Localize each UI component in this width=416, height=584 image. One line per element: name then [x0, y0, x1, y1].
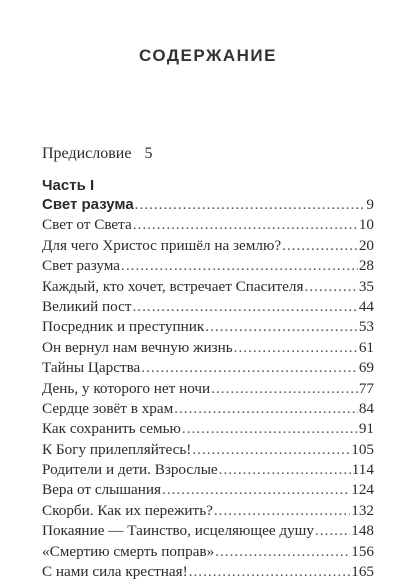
toc-entry[interactable] — [42, 480, 374, 500]
toc-entry[interactable] — [42, 440, 374, 460]
entry-title: «Смертию смерть поправ» — [42, 542, 215, 560]
leader-dots — [189, 562, 351, 582]
entry-page: 114 — [351, 461, 374, 479]
entry-title: Сердце зовёт в храм — [42, 399, 174, 417]
part-heading: Часть I — [42, 177, 95, 194]
toc-entry[interactable] — [42, 358, 374, 378]
toc-entry[interactable] — [42, 256, 374, 276]
entry-page: 91 — [358, 420, 374, 438]
toc-entry-section[interactable] — [42, 195, 374, 215]
entry-page: 156 — [351, 542, 374, 560]
toc-list — [42, 195, 374, 582]
entry-title: Как сохранить семью — [42, 420, 181, 438]
leader-dots — [315, 521, 350, 541]
leader-dots — [121, 256, 358, 276]
entry-page: 132 — [351, 501, 374, 519]
entry-page: 28 — [358, 257, 374, 275]
entry-page: 35 — [358, 277, 374, 295]
entry-title: Покаяние — Таинство, исцеляющее душу — [42, 522, 314, 540]
entry-page: 165 — [351, 563, 374, 581]
entry-page: 105 — [351, 440, 374, 458]
entry-title: К Богу прилепляйтесь! — [42, 440, 192, 458]
leader-dots — [182, 419, 358, 439]
entry-title: Свет разума — [42, 196, 134, 213]
entry-title: Тайны Царства — [42, 359, 141, 377]
leader-dots — [234, 338, 358, 358]
toc-entry[interactable] — [42, 215, 374, 235]
entry-title: С нами сила крестная! — [42, 563, 188, 581]
leader-dots — [192, 440, 350, 460]
toc-entry[interactable] — [42, 419, 374, 439]
leader-dots — [133, 215, 358, 235]
preface-title: Предисловие — [42, 145, 132, 162]
entry-page: 84 — [358, 399, 374, 417]
entry-page: 124 — [351, 481, 374, 499]
entry-page: 9 — [366, 196, 374, 213]
leader-dots — [174, 399, 358, 419]
leader-dots — [135, 195, 366, 215]
entry-page: 10 — [358, 216, 374, 234]
leader-dots — [133, 297, 358, 317]
toc-entry[interactable] — [42, 562, 374, 582]
leader-dots — [282, 236, 358, 256]
entry-page: 61 — [358, 338, 374, 356]
leader-dots — [205, 317, 358, 337]
toc-preface[interactable] — [42, 145, 152, 163]
entry-title: Свет разума — [42, 257, 121, 275]
toc-entry[interactable] — [42, 277, 374, 297]
entry-title: Для чего Христос пришёл на землю? — [42, 236, 282, 254]
toc-entry[interactable] — [42, 297, 374, 317]
entry-page: 53 — [358, 318, 374, 336]
entry-title: День, у которого нет ночи — [42, 379, 211, 397]
entry-page: 148 — [351, 522, 374, 540]
toc-entry[interactable] — [42, 460, 374, 480]
toc-entry[interactable] — [42, 379, 374, 399]
entry-title: Великий пост — [42, 297, 132, 315]
entry-title: Посредник и преступник — [42, 318, 205, 336]
entry-title: Скорби. Как их пережить? — [42, 501, 213, 519]
leader-dots — [215, 542, 350, 562]
toc-entry[interactable] — [42, 236, 374, 256]
entry-title: Родители и дети. Взрослые — [42, 461, 218, 479]
preface-page: 5 — [144, 145, 153, 162]
entry-page: 77 — [358, 379, 374, 397]
toc-entry[interactable] — [42, 501, 374, 521]
entry-page: 69 — [358, 359, 374, 377]
leader-dots — [219, 460, 351, 480]
leader-dots — [304, 277, 357, 297]
toc-entry[interactable] — [42, 317, 374, 337]
entry-title: Он вернул нам вечную жизнь — [42, 338, 233, 356]
leader-dots — [162, 480, 350, 500]
toc-entry[interactable] — [42, 521, 374, 541]
leader-dots — [211, 379, 358, 399]
leader-dots — [214, 501, 350, 521]
entry-title: Вера от слышания — [42, 481, 162, 499]
entry-title: Каждый, кто хочет, встречает Спасителя — [42, 277, 304, 295]
toc-entry[interactable] — [42, 542, 374, 562]
entry-title: Свет от Света — [42, 216, 132, 234]
entry-page: 44 — [358, 297, 374, 315]
toc-entry[interactable] — [42, 338, 374, 358]
entry-page: 20 — [358, 236, 374, 254]
toc-entry[interactable] — [42, 399, 374, 419]
leader-dots — [141, 358, 358, 378]
page-title: СОДЕРЖАНИЕ — [139, 46, 277, 65]
